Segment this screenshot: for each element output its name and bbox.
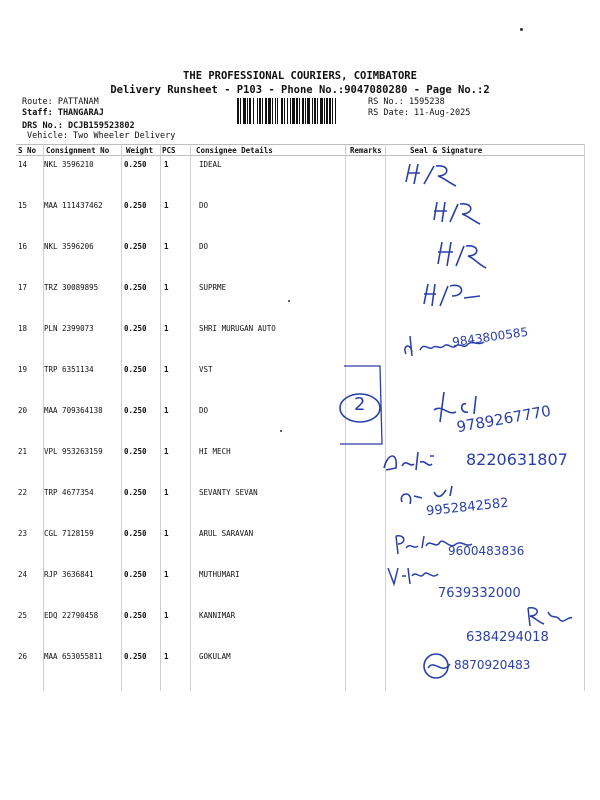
cell-pcs: 1 [164,652,169,661]
phone-23: 9600483836 [448,544,525,558]
signature-21 [380,446,568,480]
barcode-bar [299,98,300,124]
cell-consignment: TRP 6351134 [44,365,94,374]
barcode-bar [257,98,258,124]
cell-pcs: 1 [164,406,169,415]
cell-weight: 0.250 [124,283,147,292]
cell-pcs: 1 [164,611,169,620]
barcode-bar [305,98,306,124]
cell-weight: 0.250 [124,160,147,169]
rs-number: RS No.: 1595238 [368,97,445,107]
scan-speck [288,300,290,302]
barcode-bar [290,98,291,124]
barcode-bar [240,98,241,124]
route-label: Route: PATTANAM [22,97,99,107]
barcode-bar [259,98,261,124]
barcode-bar [335,98,336,124]
cell-weight: 0.250 [124,652,147,661]
signature-20 [430,388,553,437]
barcode-bar [243,98,246,124]
signature-hr-14 [400,160,480,194]
cell-weight: 0.250 [124,611,147,620]
cell-weight: 0.250 [124,201,147,210]
cell-sno: 25 [18,611,28,620]
cell-consignee: KANNIMAR [199,611,236,620]
barcode-bar [312,98,313,124]
cell-sno: 14 [18,160,28,169]
phone-25-wrap [466,630,549,645]
grid-column-line [43,144,44,691]
cell-pcs: 1 [164,201,169,210]
barcode-bar [253,98,254,124]
cell-weight: 0.250 [124,242,147,251]
cell-consignee: VST [199,365,213,374]
phone-20: 9789267770 [455,401,553,437]
grid-column-line [121,144,122,691]
barcode-bar [281,98,283,124]
cell-consignment: MAA 709364138 [44,406,103,415]
cell-weight: 0.250 [124,529,147,538]
cell-weight: 0.250 [124,324,147,333]
col-sno: S No [18,146,37,155]
cell-sno: 24 [18,570,28,579]
rs-date: RS Date: 11-Aug-2025 [368,108,471,118]
cell-consignee: SEVANTY SEVAN [199,488,258,497]
phone-26: 8870920483 [454,658,531,672]
barcode-bar [317,98,318,124]
cell-weight: 0.250 [124,365,147,374]
runsheet-subtitle: Delivery Runsheet - P103 - Phone No.:9047080280 - Page No.:2 [110,84,490,96]
scan-speck [520,28,523,31]
cell-weight: 0.250 [124,447,147,456]
barcode-bar [249,98,251,124]
cell-consignment: PLN 2399073 [44,324,94,333]
cell-consignment: MAA 653055811 [44,652,103,661]
cell-weight: 0.250 [124,570,147,579]
grid-column-line [190,144,191,691]
barcode-bar [262,98,263,124]
phone-22: 9952842582 [425,495,510,520]
cell-consignee: SHRI MURUGAN AUTO [199,324,276,333]
barcode-bar [284,98,285,124]
col-consignment: Consignment No [46,146,110,155]
cell-consignment: TRZ 30089895 [44,283,99,292]
col-seal-signature: Seal & Signature [410,146,483,155]
signature-hr-15 [428,198,508,232]
remark-number: 2 [354,394,366,415]
barcode-bar [302,98,304,124]
barcode-bar [265,98,267,124]
cell-consignee: SUPRME [199,283,227,292]
signature-23 [392,528,525,562]
cell-pcs: 1 [164,529,169,538]
cell-pcs: 1 [164,570,169,579]
cell-pcs: 1 [164,242,169,251]
barcode-bar [324,98,325,124]
barcode-bar [326,98,328,124]
cell-sno: 22 [18,488,28,497]
cell-sno: 26 [18,652,28,661]
table-top-border [16,144,584,145]
signature-22 [394,482,510,520]
cell-weight: 0.250 [124,488,147,497]
cell-sno: 17 [18,283,28,292]
cell-consignment: RJP 3636841 [44,570,94,579]
cell-sno: 23 [18,529,28,538]
cell-consignee: ARUL SARAVAN [199,529,254,538]
grid-column-line [160,144,161,691]
vehicle-label: Vehicle: Two Wheeler Delivery [27,131,176,141]
cell-consignee: GOKULAM [199,652,231,661]
cell-consignee: DO [199,406,209,415]
barcode-bar [292,98,295,124]
barcode-bar [307,98,310,124]
col-weight: Weight [126,146,154,155]
staff-label: Staff: THANGARAJ [22,108,104,118]
barcode-bar [277,98,278,124]
col-remarks: Remarks [350,146,382,155]
cell-weight: 0.250 [124,406,147,415]
col-pcs: PCS [162,146,176,155]
cell-pcs: 1 [164,324,169,333]
barcode-image [237,98,362,124]
col-consignee: Consignee Details [196,146,273,155]
cell-consignment: NKL 3596206 [44,242,94,251]
cell-pcs: 1 [164,447,169,456]
barcode-bar [296,98,298,124]
barcode-bar [237,98,239,124]
barcode-bar [320,98,323,124]
cell-consignee: MUTHUMARI [199,570,240,579]
barcode-bar [272,98,273,124]
signature-hr-17 [418,280,508,314]
header-bottom-border [16,155,584,156]
barcode-bar [329,98,331,124]
cell-pcs: 1 [164,488,169,497]
cell-consignment: TRP 4677354 [44,488,94,497]
cell-consignee: HI MECH [199,447,231,456]
barcode-bar [268,98,271,124]
cell-consignee: DO [199,242,209,251]
barcode-bar [275,98,276,124]
cell-consignment: CGL 7128159 [44,529,94,538]
barcode-bar [247,98,248,124]
phone-18: 9843800585 [451,324,529,350]
signature-26 [420,650,531,686]
cell-consignment: NKL 3596210 [44,160,94,169]
cell-pcs: 1 [164,365,169,374]
signature-18 [396,316,566,370]
phone-24: 7639332000 [438,586,521,601]
company-title: THE PROFESSIONAL COURIERS, COIMBATORE [183,70,417,82]
cell-sno: 19 [18,365,28,374]
cell-consignment: MAA 111437462 [44,201,103,210]
barcode-bar [314,98,316,124]
cell-sno: 21 [18,447,28,456]
cell-consignee: DO [199,201,209,210]
signature-hr-16 [432,238,512,276]
cell-sno: 18 [18,324,28,333]
barcode-bar [332,98,333,124]
cell-sno: 15 [18,201,28,210]
phone-24-wrap [438,586,521,601]
phone-25: 6384294018 [466,630,549,645]
cell-sno: 20 [18,406,28,415]
cell-consignee: IDEAL [199,160,222,169]
grid-column-line [584,144,585,691]
remark-bracket-mark [336,364,396,452]
cell-pcs: 1 [164,283,169,292]
scan-speck [280,430,282,432]
phone-21: 8220631807 [466,450,568,469]
cell-consignment: EDQ 22790458 [44,611,99,620]
barcode-bar [287,98,288,124]
cell-pcs: 1 [164,160,169,169]
drs-number: DRS No.: DCJB159523802 [22,121,135,131]
cell-sno: 16 [18,242,28,251]
cell-consignment: VPL 953263159 [44,447,103,456]
